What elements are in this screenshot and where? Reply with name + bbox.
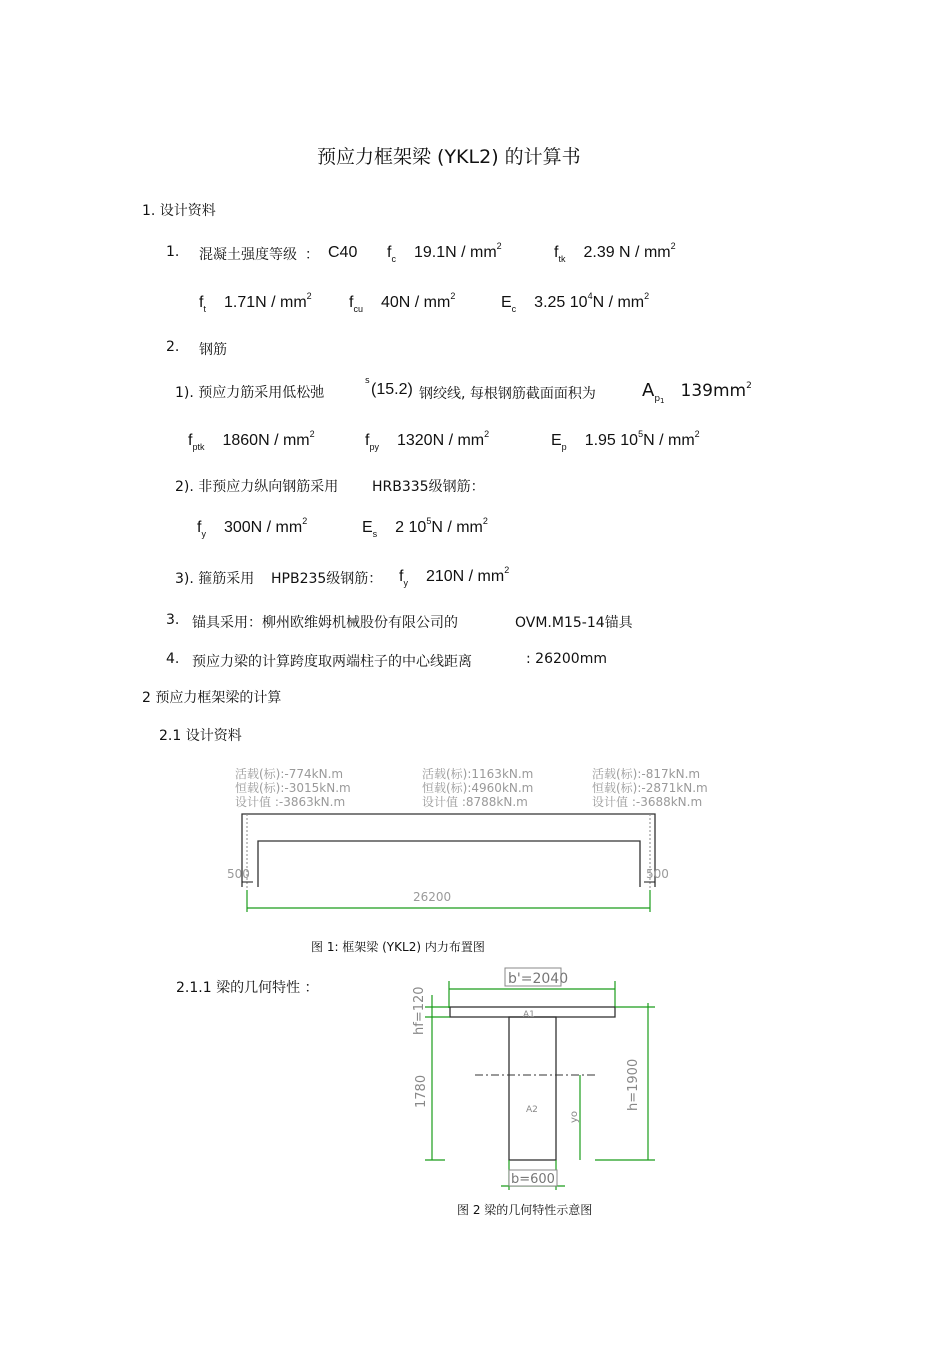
web-width-label: b=600 <box>511 1172 555 1187</box>
fcu-formula: $f_{cu}$ $40N / mm^2$ <box>349 291 456 314</box>
span-length: : 26200mm <box>526 651 607 667</box>
section-heading-1: 1. 设计资料 <box>142 203 216 219</box>
subsection-2-1-1: 2.1.1 梁的几何特性 ： <box>176 980 319 996</box>
prestress-steel-label: 1). 预应力筋采用低松弛 <box>175 385 325 401</box>
frame-outer-outline <box>242 814 655 887</box>
subsection-2-1: 2.1 设计资料 <box>159 728 242 744</box>
web-rect <box>509 1017 556 1160</box>
nonprestress-steel-label: 2). 非预应力纵向钢筋采用 <box>175 479 339 495</box>
stirrup-fy-formula: $f_y$ $210N / mm^2$ <box>399 565 510 588</box>
section-heading-2: 2 预应力框架梁的计算 <box>142 690 282 706</box>
ap-formula: $A_{p1}$ $139mm^2$ <box>642 380 752 405</box>
strand-spec: (15.2) <box>371 381 413 398</box>
anchor-type: OVM.M15-14锚具 <box>515 615 633 631</box>
right-moment-design: 设计值 :-3688kN.m <box>592 795 703 809</box>
fc-formula: $f_c$ $19.1N / mm^2$ <box>387 241 502 264</box>
stirrup-label: 3). 箍筋采用 <box>175 571 255 587</box>
item-4-label: 预应力梁的计算跨度取两端柱子的中心线距离 <box>192 654 472 670</box>
strand-sup: s <box>365 376 370 386</box>
fpy-formula: $f_{py}$ $1320N / mm^2$ <box>365 429 490 452</box>
mid-moment-dead: 恒载(标):4960kN.m <box>422 781 534 795</box>
item-4-number: 4. <box>166 651 180 667</box>
page-title: 预应力框架梁 (YKL2) 的计算书 <box>317 146 581 168</box>
right-moment-live: 活载(标):-817kN.m <box>592 767 701 781</box>
ec-formula: $E_c$ 3.25 $10^4N / mm^2$ <box>501 291 650 314</box>
item-1-number: 1. <box>166 244 180 260</box>
item-2-number: 2. <box>166 339 180 355</box>
item-1-colon: ： <box>305 247 319 263</box>
frame-inner-outline <box>258 841 640 887</box>
span-dimension-label: 26200 <box>413 890 452 904</box>
nonprestress-grade: HRB335级钢筋： <box>372 479 485 495</box>
area-a2-label: A2 <box>526 1105 538 1115</box>
item-1-label: 混凝土强度等级 <box>199 247 297 263</box>
left-column-dim: 500 <box>227 867 250 881</box>
left-moment-dead: 恒载(标):-3015kN.m <box>235 781 351 795</box>
total-height-label: h=1900 <box>626 1058 641 1111</box>
figure-2-caption: 图 2 梁的几何特性示意图 <box>457 1203 593 1217</box>
es-formula: $E_s$ 2 $10^5N / mm^2$ <box>362 516 488 539</box>
right-column-dim: 500 <box>646 867 669 881</box>
item-2-label: 钢筋 <box>199 342 227 358</box>
area-a1-label: A1 <box>523 1010 535 1020</box>
flange-height-label: hf=120 <box>412 986 427 1035</box>
mid-moment-design: 设计值 :8788kN.m <box>422 795 528 809</box>
stirrup-grade: HPB235级钢筋： <box>271 571 383 587</box>
frame-beam-moment-diagram <box>225 760 725 920</box>
flange-width-label: b'=2040 <box>508 971 569 987</box>
right-moment-dead: 恒载(标):-2871kN.m <box>592 781 708 795</box>
ftk-formula: $f_{tk}$ 2.39 N / $mm^2$ <box>554 241 676 264</box>
concrete-grade: C40 <box>328 244 358 261</box>
fptk-formula: $f_{ptk}$ $1860N / mm^2$ <box>188 429 315 452</box>
item-3-number: 3. <box>166 612 180 628</box>
left-moment-live: 活载(标):-774kN.m <box>235 767 344 781</box>
t-beam-section-diagram <box>405 965 665 1195</box>
ep-formula: $E_p$ 1.95 $10^5N / mm^2$ <box>551 429 700 452</box>
web-height-label: 1780 <box>414 1074 429 1108</box>
strand-area-text: 钢绞线, 每根钢筋截面面积为 <box>419 386 596 402</box>
item-3-label: 锚具采用：柳州欧维姆机械股份有限公司的 <box>192 615 458 631</box>
yo-label: yo <box>569 1110 580 1123</box>
left-moment-design: 设计值 :-3863kN.m <box>235 795 346 809</box>
ft-formula: $f_t$ $1.71N / mm^2$ <box>199 291 312 314</box>
fy-formula: $f_y$ $300N / mm^2$ <box>197 516 308 539</box>
figure-1-caption: 图 1: 框架梁 (YKL2) 内力布置图 <box>311 940 485 954</box>
mid-moment-live: 活载(标):1163kN.m <box>422 767 534 781</box>
